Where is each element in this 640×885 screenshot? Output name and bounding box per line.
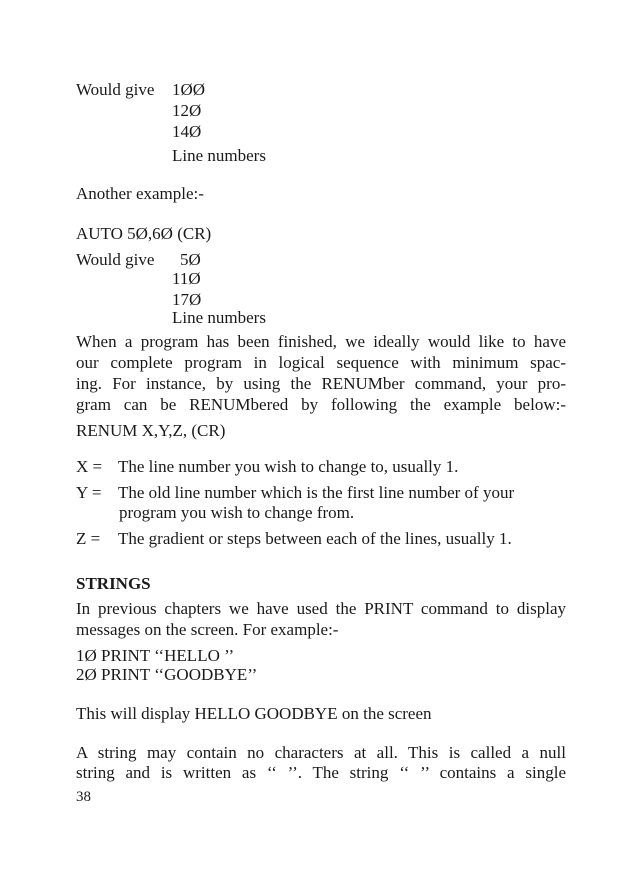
example2-caption: Line numbers [172,308,266,327]
example1-prefix: Would give [76,80,155,99]
renum-paragraph-line-4: gram can be RENUMbered by following the example below:- [76,395,566,414]
renum-command: RENUM X,Y,Z, (CR) [76,421,226,440]
strings-paragraph-line-2: messages on the screen. For example:- [76,620,339,639]
null-paragraph-line-2: string and is written as ‘‘ ’’. The string ‘‘ ’’ contains a single [76,763,566,782]
code-line-1: 1Ø PRINT ‘‘HELLO ’’ [76,646,235,665]
example1-value-3: 14Ø [172,122,202,141]
code-line-2: 2Ø PRINT ‘‘GOODBYE’’ [76,665,258,684]
example1-value-2: 12Ø [172,101,202,120]
definition-y-text-line-1: The old line number which is the first line number of your [118,483,515,502]
example2-value-2: 11Ø [172,269,201,288]
page-number: 38 [76,789,91,805]
strings-heading: STRINGS [76,574,151,593]
example2-prefix: Would give [76,250,155,269]
definition-y-label: Y = [76,483,102,502]
display-note: This will display HELLO GOODBYE on the screen [76,704,432,723]
example1-caption: Line numbers [172,146,266,165]
renum-paragraph-line-3: ing. For instance, by using the RENUMber command, your pro- [76,374,566,393]
definition-z-text: The gradient or steps between each of the lines, usually 1. [118,529,512,548]
example2-value-3: 17Ø [172,290,202,309]
definition-x-label: X = [76,457,103,476]
auto-command: AUTO 5Ø,6Ø (CR) [76,224,212,243]
renum-paragraph-line-2: our complete program in logical sequence with minimum spac- [76,353,566,372]
strings-paragraph-line-1: In previous chapters we have used the PRINT command to display [76,599,566,618]
null-paragraph-line-1: A string may contain no characters at all. This is called a null [76,743,566,762]
definition-x-text: The line number you wish to change to, usually 1. [118,457,459,476]
renum-paragraph-line-1: When a program has been finished, we ideally would like to have [76,332,566,351]
another-example-text: Another example:- [76,184,204,203]
example1-value-1: 1ØØ [172,80,206,99]
definition-z-label: Z = [76,529,101,548]
example2-value-1: 5Ø [180,250,201,269]
definition-y-text-line-2: program you wish to change from. [119,503,355,522]
